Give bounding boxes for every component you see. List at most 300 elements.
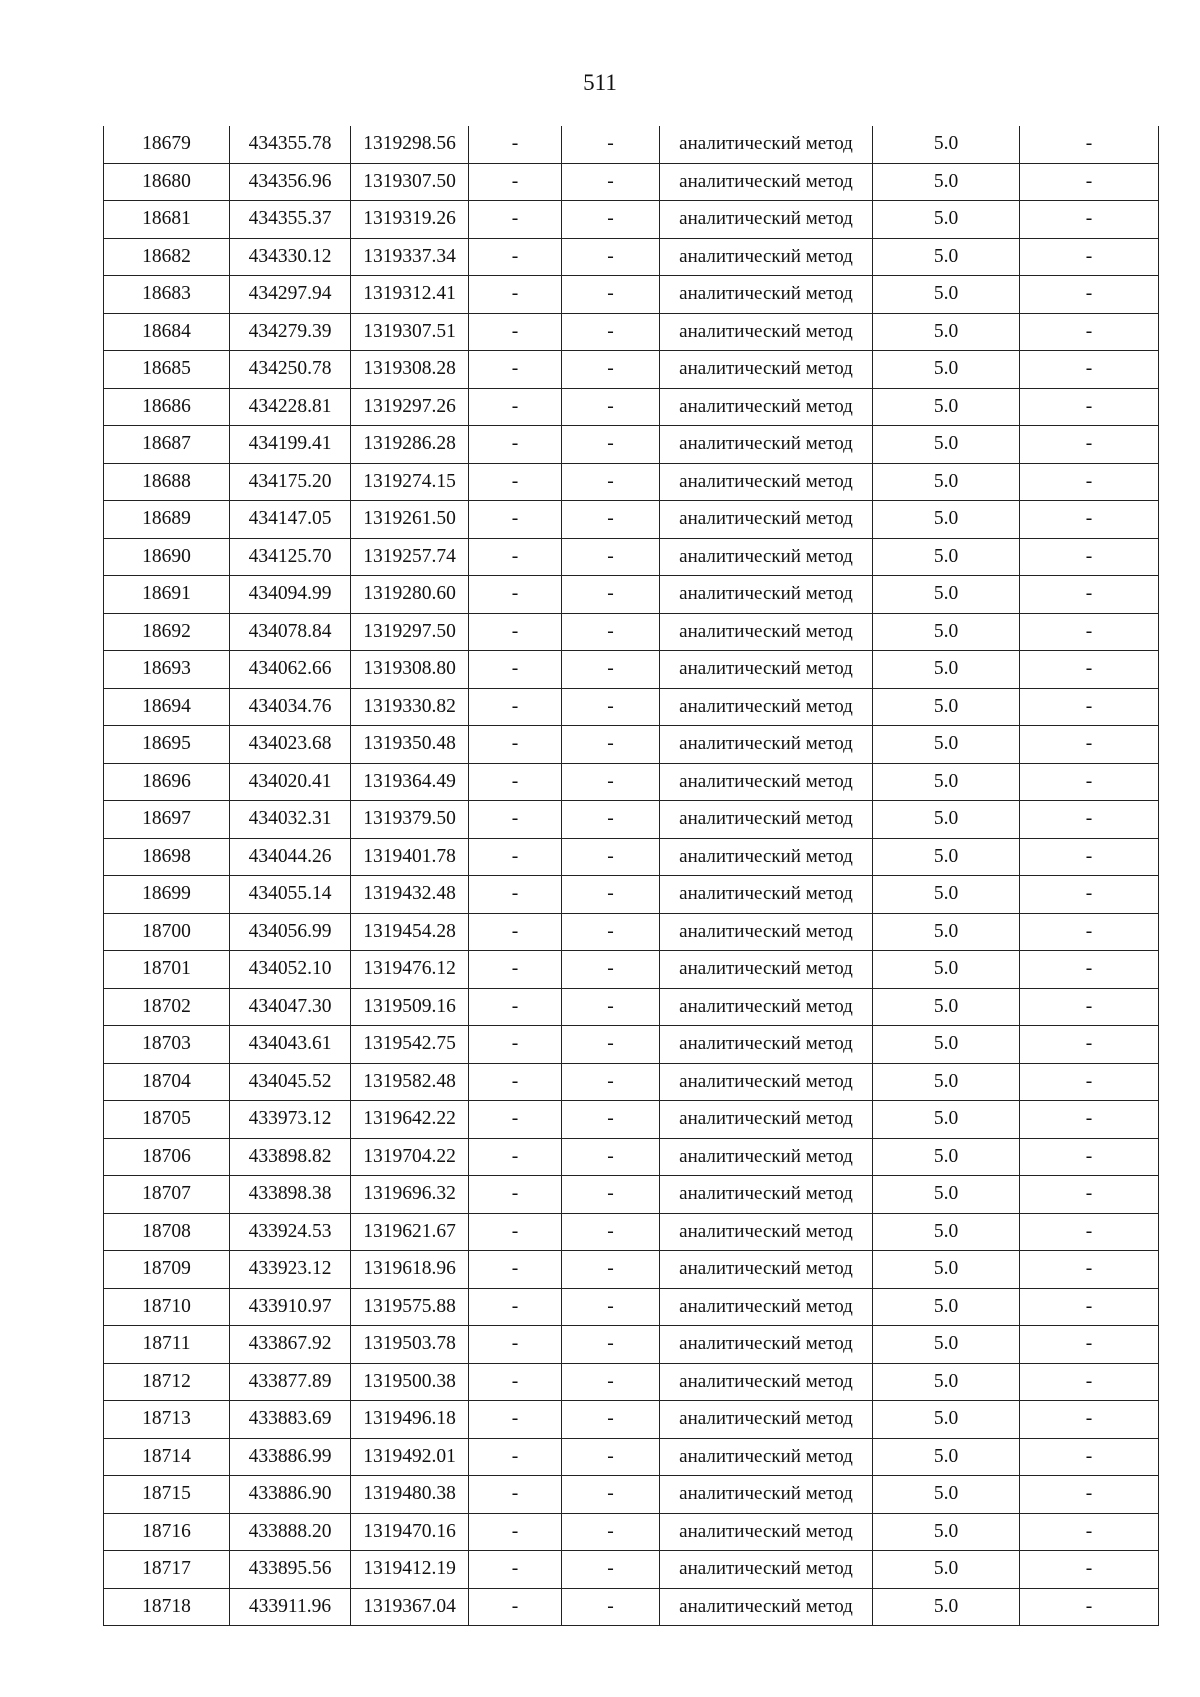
dash-cell-a: - [469, 126, 562, 163]
method-cell: аналитический метод [660, 651, 873, 689]
x-coordinate-cell: 433923.12 [230, 1251, 351, 1289]
table-row [104, 1588, 1159, 1626]
dash-cell-a: - [469, 1138, 562, 1176]
accuracy-cell: 5.0 [873, 313, 1020, 351]
table-row [104, 1288, 1159, 1326]
dash-cell-a: - [469, 1101, 562, 1139]
point-number-cell: 18710 [104, 1288, 230, 1326]
accuracy-cell: 5.0 [873, 913, 1020, 951]
dash-cell-c: - [1020, 838, 1159, 876]
x-coordinate-cell: 434199.41 [230, 426, 351, 464]
table-row [104, 876, 1159, 914]
table-row [104, 1513, 1159, 1551]
dash-cell-c: - [1020, 1363, 1159, 1401]
dash-cell-a: - [469, 726, 562, 764]
x-coordinate-cell: 434052.10 [230, 951, 351, 989]
dash-cell-b: - [562, 463, 660, 501]
x-coordinate-cell: 434228.81 [230, 388, 351, 426]
point-number-cell: 18717 [104, 1551, 230, 1589]
y-coordinate-cell: 1319500.38 [351, 1363, 469, 1401]
dash-cell-b: - [562, 163, 660, 201]
y-coordinate-cell: 1319542.75 [351, 1026, 469, 1064]
accuracy-cell: 5.0 [873, 988, 1020, 1026]
accuracy-cell: 5.0 [873, 1288, 1020, 1326]
dash-cell-c: - [1020, 1588, 1159, 1626]
point-number-cell: 18700 [104, 913, 230, 951]
dash-cell-b: - [562, 688, 660, 726]
dash-cell-a: - [469, 1176, 562, 1214]
point-number-cell: 18702 [104, 988, 230, 1026]
dash-cell-b: - [562, 763, 660, 801]
dash-cell-a: - [469, 1476, 562, 1514]
x-coordinate-cell: 434044.26 [230, 838, 351, 876]
dash-cell-a: - [469, 951, 562, 989]
x-coordinate-cell: 433898.38 [230, 1176, 351, 1214]
y-coordinate-cell: 1319412.19 [351, 1551, 469, 1589]
accuracy-cell: 5.0 [873, 726, 1020, 764]
point-number-cell: 18685 [104, 351, 230, 389]
dash-cell-a: - [469, 426, 562, 464]
dash-cell-a: - [469, 613, 562, 651]
method-cell: аналитический метод [660, 1176, 873, 1214]
dash-cell-c: - [1020, 1401, 1159, 1439]
dash-cell-b: - [562, 951, 660, 989]
point-number-cell: 18690 [104, 538, 230, 576]
y-coordinate-cell: 1319312.41 [351, 276, 469, 314]
table-row [104, 951, 1159, 989]
y-coordinate-cell: 1319297.50 [351, 613, 469, 651]
dash-cell-a: - [469, 1438, 562, 1476]
y-coordinate-cell: 1319704.22 [351, 1138, 469, 1176]
accuracy-cell: 5.0 [873, 1401, 1020, 1439]
dash-cell-b: - [562, 1588, 660, 1626]
y-coordinate-cell: 1319621.67 [351, 1213, 469, 1251]
point-number-cell: 18688 [104, 463, 230, 501]
accuracy-cell: 5.0 [873, 463, 1020, 501]
x-coordinate-cell: 433867.92 [230, 1326, 351, 1364]
dash-cell-c: - [1020, 426, 1159, 464]
method-cell: аналитический метод [660, 1101, 873, 1139]
accuracy-cell: 5.0 [873, 1213, 1020, 1251]
table-row [104, 613, 1159, 651]
table-row [104, 501, 1159, 539]
y-coordinate-cell: 1319582.48 [351, 1063, 469, 1101]
method-cell: аналитический метод [660, 1588, 873, 1626]
dash-cell-b: - [562, 1288, 660, 1326]
dash-cell-c: - [1020, 726, 1159, 764]
accuracy-cell: 5.0 [873, 1476, 1020, 1514]
table-row [104, 163, 1159, 201]
dash-cell-c: - [1020, 163, 1159, 201]
dash-cell-b: - [562, 1438, 660, 1476]
dash-cell-a: - [469, 163, 562, 201]
method-cell: аналитический метод [660, 1251, 873, 1289]
method-cell: аналитический метод [660, 913, 873, 951]
method-cell: аналитический метод [660, 951, 873, 989]
dash-cell-b: - [562, 651, 660, 689]
dash-cell-b: - [562, 838, 660, 876]
dash-cell-a: - [469, 763, 562, 801]
y-coordinate-cell: 1319297.26 [351, 388, 469, 426]
x-coordinate-cell: 434045.52 [230, 1063, 351, 1101]
method-cell: аналитический метод [660, 238, 873, 276]
dash-cell-c: - [1020, 201, 1159, 239]
y-coordinate-cell: 1319286.28 [351, 426, 469, 464]
y-coordinate-cell: 1319280.60 [351, 576, 469, 614]
x-coordinate-cell: 434297.94 [230, 276, 351, 314]
method-cell: аналитический метод [660, 1063, 873, 1101]
dash-cell-b: - [562, 1476, 660, 1514]
x-coordinate-cell: 433886.99 [230, 1438, 351, 1476]
page-number: 511 [583, 70, 617, 95]
table-row [104, 388, 1159, 426]
point-number-cell: 18681 [104, 201, 230, 239]
table-row [104, 276, 1159, 314]
method-cell: аналитический метод [660, 313, 873, 351]
dash-cell-c: - [1020, 351, 1159, 389]
dash-cell-a: - [469, 838, 562, 876]
table-row [104, 1063, 1159, 1101]
y-coordinate-cell: 1319642.22 [351, 1101, 469, 1139]
table-row [104, 913, 1159, 951]
dash-cell-c: - [1020, 1138, 1159, 1176]
dash-cell-a: - [469, 276, 562, 314]
table-row [104, 1438, 1159, 1476]
x-coordinate-cell: 433898.82 [230, 1138, 351, 1176]
method-cell: аналитический метод [660, 1363, 873, 1401]
table-row [104, 313, 1159, 351]
dash-cell-c: - [1020, 763, 1159, 801]
dash-cell-a: - [469, 538, 562, 576]
dash-cell-c: - [1020, 1551, 1159, 1589]
method-cell: аналитический метод [660, 351, 873, 389]
table-row [104, 726, 1159, 764]
x-coordinate-cell: 433883.69 [230, 1401, 351, 1439]
method-cell: аналитический метод [660, 163, 873, 201]
table-row [104, 351, 1159, 389]
accuracy-cell: 5.0 [873, 651, 1020, 689]
x-coordinate-cell: 433895.56 [230, 1551, 351, 1589]
dash-cell-b: - [562, 1551, 660, 1589]
dash-cell-a: - [469, 1026, 562, 1064]
dash-cell-b: - [562, 538, 660, 576]
y-coordinate-cell: 1319308.80 [351, 651, 469, 689]
table-row [104, 238, 1159, 276]
y-coordinate-cell: 1319350.48 [351, 726, 469, 764]
method-cell: аналитический метод [660, 538, 873, 576]
y-coordinate-cell: 1319307.51 [351, 313, 469, 351]
x-coordinate-cell: 434056.99 [230, 913, 351, 951]
accuracy-cell: 5.0 [873, 538, 1020, 576]
table-row [104, 576, 1159, 614]
dash-cell-b: - [562, 1026, 660, 1064]
accuracy-cell: 5.0 [873, 763, 1020, 801]
table-row [104, 688, 1159, 726]
accuracy-cell: 5.0 [873, 1513, 1020, 1551]
table-row [104, 1363, 1159, 1401]
method-cell: аналитический метод [660, 501, 873, 539]
dash-cell-c: - [1020, 1513, 1159, 1551]
dash-cell-a: - [469, 576, 562, 614]
dash-cell-b: - [562, 1063, 660, 1101]
dash-cell-c: - [1020, 501, 1159, 539]
table-row [104, 463, 1159, 501]
method-cell: аналитический метод [660, 1551, 873, 1589]
accuracy-cell: 5.0 [873, 1176, 1020, 1214]
dash-cell-c: - [1020, 1063, 1159, 1101]
y-coordinate-cell: 1319307.50 [351, 163, 469, 201]
point-number-cell: 18696 [104, 763, 230, 801]
dash-cell-c: - [1020, 876, 1159, 914]
point-number-cell: 18715 [104, 1476, 230, 1514]
coordinates-table [103, 126, 1159, 1626]
table-row [104, 988, 1159, 1026]
method-cell: аналитический метод [660, 426, 873, 464]
dash-cell-b: - [562, 876, 660, 914]
dash-cell-a: - [469, 1063, 562, 1101]
table-body [104, 126, 1159, 1626]
dash-cell-c: - [1020, 1438, 1159, 1476]
x-coordinate-cell: 434047.30 [230, 988, 351, 1026]
dash-cell-c: - [1020, 951, 1159, 989]
accuracy-cell: 5.0 [873, 838, 1020, 876]
dash-cell-b: - [562, 276, 660, 314]
y-coordinate-cell: 1319492.01 [351, 1438, 469, 1476]
method-cell: аналитический метод [660, 1288, 873, 1326]
method-cell: аналитический метод [660, 876, 873, 914]
table-row [104, 201, 1159, 239]
dash-cell-a: - [469, 238, 562, 276]
table-row [104, 1326, 1159, 1364]
dash-cell-c: - [1020, 1288, 1159, 1326]
x-coordinate-cell: 434020.41 [230, 763, 351, 801]
dash-cell-c: - [1020, 651, 1159, 689]
dash-cell-a: - [469, 876, 562, 914]
point-number-cell: 18687 [104, 426, 230, 464]
dash-cell-c: - [1020, 688, 1159, 726]
y-coordinate-cell: 1319480.38 [351, 1476, 469, 1514]
x-coordinate-cell: 434356.96 [230, 163, 351, 201]
point-number-cell: 18697 [104, 801, 230, 839]
dash-cell-c: - [1020, 238, 1159, 276]
dash-cell-a: - [469, 501, 562, 539]
point-number-cell: 18698 [104, 838, 230, 876]
dash-cell-a: - [469, 1588, 562, 1626]
x-coordinate-cell: 433910.97 [230, 1288, 351, 1326]
dash-cell-a: - [469, 913, 562, 951]
method-cell: аналитический метод [660, 763, 873, 801]
dash-cell-b: - [562, 1213, 660, 1251]
point-number-cell: 18714 [104, 1438, 230, 1476]
y-coordinate-cell: 1319257.74 [351, 538, 469, 576]
table-row [104, 1213, 1159, 1251]
point-number-cell: 18718 [104, 1588, 230, 1626]
table-row [104, 126, 1159, 163]
dash-cell-c: - [1020, 538, 1159, 576]
y-coordinate-cell: 1319432.48 [351, 876, 469, 914]
method-cell: аналитический метод [660, 688, 873, 726]
x-coordinate-cell: 433973.12 [230, 1101, 351, 1139]
dash-cell-b: - [562, 726, 660, 764]
dash-cell-b: - [562, 1363, 660, 1401]
dash-cell-c: - [1020, 1213, 1159, 1251]
dash-cell-b: - [562, 1101, 660, 1139]
accuracy-cell: 5.0 [873, 576, 1020, 614]
y-coordinate-cell: 1319476.12 [351, 951, 469, 989]
dash-cell-c: - [1020, 313, 1159, 351]
accuracy-cell: 5.0 [873, 688, 1020, 726]
accuracy-cell: 5.0 [873, 1326, 1020, 1364]
y-coordinate-cell: 1319364.49 [351, 763, 469, 801]
dash-cell-b: - [562, 988, 660, 1026]
point-number-cell: 18679 [104, 126, 230, 163]
point-number-cell: 18703 [104, 1026, 230, 1064]
dash-cell-a: - [469, 313, 562, 351]
x-coordinate-cell: 434094.99 [230, 576, 351, 614]
dash-cell-b: - [562, 913, 660, 951]
dash-cell-b: - [562, 388, 660, 426]
x-coordinate-cell: 434062.66 [230, 651, 351, 689]
x-coordinate-cell: 434034.76 [230, 688, 351, 726]
y-coordinate-cell: 1319274.15 [351, 463, 469, 501]
accuracy-cell: 5.0 [873, 1101, 1020, 1139]
point-number-cell: 18694 [104, 688, 230, 726]
accuracy-cell: 5.0 [873, 951, 1020, 989]
method-cell: аналитический метод [660, 576, 873, 614]
y-coordinate-cell: 1319496.18 [351, 1401, 469, 1439]
method-cell: аналитический метод [660, 1326, 873, 1364]
dash-cell-c: - [1020, 1326, 1159, 1364]
x-coordinate-cell: 434023.68 [230, 726, 351, 764]
dash-cell-b: - [562, 1176, 660, 1214]
point-number-cell: 18689 [104, 501, 230, 539]
y-coordinate-cell: 1319319.26 [351, 201, 469, 239]
accuracy-cell: 5.0 [873, 613, 1020, 651]
x-coordinate-cell: 434147.05 [230, 501, 351, 539]
method-cell: аналитический метод [660, 1438, 873, 1476]
table-row [104, 801, 1159, 839]
dash-cell-c: - [1020, 126, 1159, 163]
dash-cell-a: - [469, 801, 562, 839]
point-number-cell: 18713 [104, 1401, 230, 1439]
method-cell: аналитический метод [660, 613, 873, 651]
table-row [104, 538, 1159, 576]
x-coordinate-cell: 434279.39 [230, 313, 351, 351]
dash-cell-c: - [1020, 1101, 1159, 1139]
y-coordinate-cell: 1319509.16 [351, 988, 469, 1026]
point-number-cell: 18683 [104, 276, 230, 314]
accuracy-cell: 5.0 [873, 388, 1020, 426]
dash-cell-a: - [469, 1213, 562, 1251]
dash-cell-a: - [469, 1251, 562, 1289]
accuracy-cell: 5.0 [873, 1551, 1020, 1589]
table-row [104, 1101, 1159, 1139]
y-coordinate-cell: 1319337.34 [351, 238, 469, 276]
method-cell: аналитический метод [660, 1513, 873, 1551]
dash-cell-a: - [469, 463, 562, 501]
point-number-cell: 18704 [104, 1063, 230, 1101]
dash-cell-a: - [469, 351, 562, 389]
dash-cell-b: - [562, 1513, 660, 1551]
dash-cell-c: - [1020, 463, 1159, 501]
accuracy-cell: 5.0 [873, 801, 1020, 839]
y-coordinate-cell: 1319367.04 [351, 1588, 469, 1626]
dash-cell-c: - [1020, 1176, 1159, 1214]
point-number-cell: 18693 [104, 651, 230, 689]
x-coordinate-cell: 433888.20 [230, 1513, 351, 1551]
point-number-cell: 18691 [104, 576, 230, 614]
accuracy-cell: 5.0 [873, 1138, 1020, 1176]
dash-cell-b: - [562, 1251, 660, 1289]
accuracy-cell: 5.0 [873, 1438, 1020, 1476]
accuracy-cell: 5.0 [873, 163, 1020, 201]
table-row [104, 1476, 1159, 1514]
dash-cell-c: - [1020, 801, 1159, 839]
method-cell: аналитический метод [660, 801, 873, 839]
table-row [104, 1551, 1159, 1589]
x-coordinate-cell: 433886.90 [230, 1476, 351, 1514]
point-number-cell: 18682 [104, 238, 230, 276]
dash-cell-a: - [469, 688, 562, 726]
accuracy-cell: 5.0 [873, 351, 1020, 389]
method-cell: аналитический метод [660, 276, 873, 314]
dash-cell-b: - [562, 501, 660, 539]
dash-cell-c: - [1020, 913, 1159, 951]
dash-cell-b: - [562, 313, 660, 351]
dash-cell-a: - [469, 1288, 562, 1326]
y-coordinate-cell: 1319308.28 [351, 351, 469, 389]
dash-cell-b: - [562, 613, 660, 651]
dash-cell-a: - [469, 1513, 562, 1551]
x-coordinate-cell: 434355.78 [230, 126, 351, 163]
x-coordinate-cell: 434125.70 [230, 538, 351, 576]
accuracy-cell: 5.0 [873, 238, 1020, 276]
y-coordinate-cell: 1319401.78 [351, 838, 469, 876]
point-number-cell: 18699 [104, 876, 230, 914]
point-number-cell: 18707 [104, 1176, 230, 1214]
point-number-cell: 18701 [104, 951, 230, 989]
dash-cell-c: - [1020, 388, 1159, 426]
method-cell: аналитический метод [660, 1026, 873, 1064]
point-number-cell: 18705 [104, 1101, 230, 1139]
x-coordinate-cell: 434078.84 [230, 613, 351, 651]
dash-cell-a: - [469, 1326, 562, 1364]
dash-cell-b: - [562, 1401, 660, 1439]
point-number-cell: 18712 [104, 1363, 230, 1401]
x-coordinate-cell: 433877.89 [230, 1363, 351, 1401]
y-coordinate-cell: 1319261.50 [351, 501, 469, 539]
x-coordinate-cell: 434043.61 [230, 1026, 351, 1064]
accuracy-cell: 5.0 [873, 201, 1020, 239]
point-number-cell: 18709 [104, 1251, 230, 1289]
dash-cell-a: - [469, 388, 562, 426]
method-cell: аналитический метод [660, 126, 873, 163]
y-coordinate-cell: 1319618.96 [351, 1251, 469, 1289]
dash-cell-c: - [1020, 1026, 1159, 1064]
accuracy-cell: 5.0 [873, 1063, 1020, 1101]
table-row [104, 1176, 1159, 1214]
dash-cell-a: - [469, 651, 562, 689]
table-row [104, 1401, 1159, 1439]
dash-cell-a: - [469, 1401, 562, 1439]
x-coordinate-cell: 434055.14 [230, 876, 351, 914]
table-row [104, 426, 1159, 464]
y-coordinate-cell: 1319503.78 [351, 1326, 469, 1364]
accuracy-cell: 5.0 [873, 426, 1020, 464]
dash-cell-b: - [562, 201, 660, 239]
dash-cell-b: - [562, 126, 660, 163]
dash-cell-b: - [562, 1138, 660, 1176]
